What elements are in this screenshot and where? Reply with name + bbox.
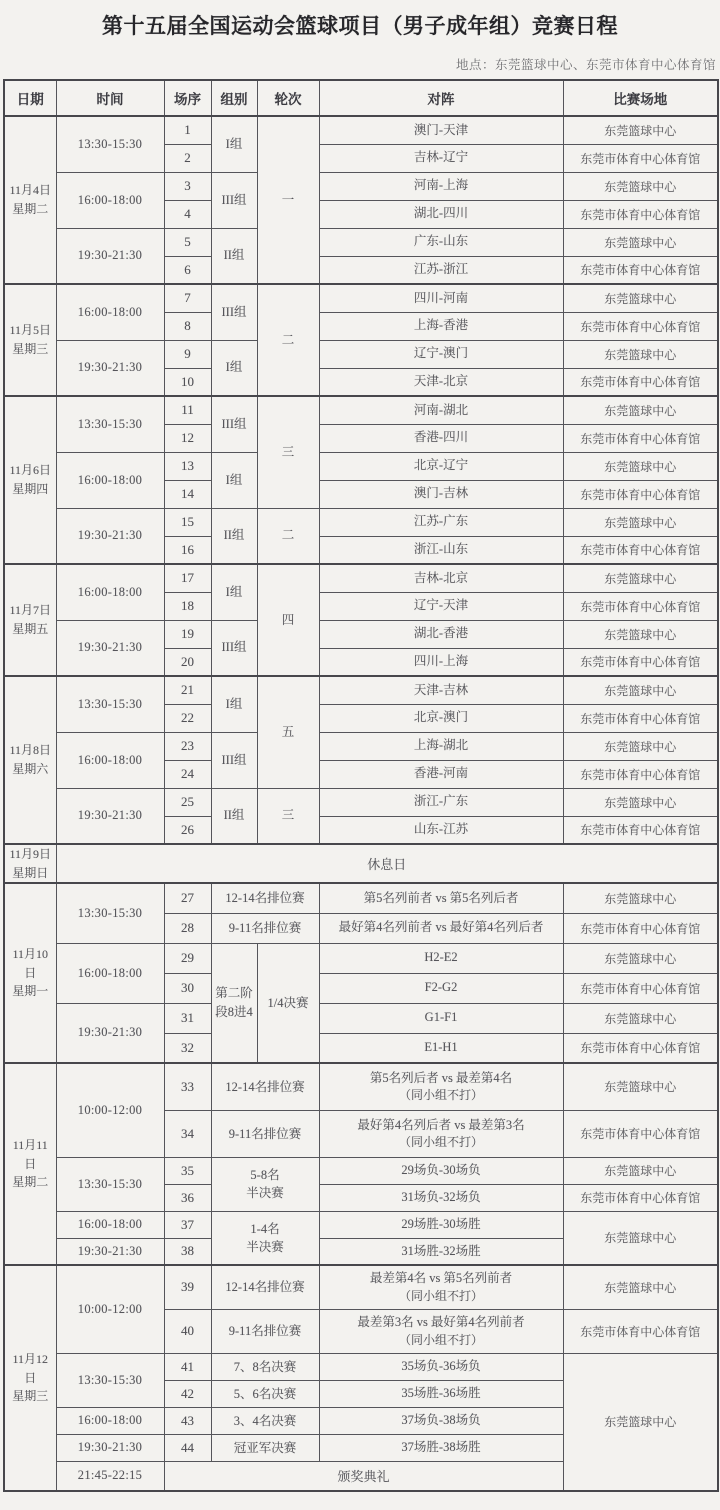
table-row: [4, 116, 718, 144]
time-cell: 16:00-18:00: [56, 172, 164, 228]
date-text: 11月7日: [9, 603, 52, 618]
matchup-cell: 29场负-30场负: [319, 1157, 563, 1184]
match-no-cell: 23: [164, 732, 211, 760]
time-cell: 19:30-21:30: [56, 228, 164, 284]
matchup-cell: E1-H1: [319, 1033, 563, 1063]
venue-cell: 东莞市体育中心体育馆: [563, 256, 718, 284]
match-no-cell: 2: [164, 144, 211, 172]
matchup-cell: [319, 1063, 563, 1110]
time-cell: 16:00-18:00: [56, 1211, 164, 1238]
matchup-text: 最好第4名列后者 vs 最差第3名: [357, 1117, 525, 1132]
match-no-cell: 30: [164, 973, 211, 1003]
header-time: 时间: [56, 80, 164, 116]
group-cell: III组: [211, 620, 257, 676]
match-no-cell: 37: [164, 1211, 211, 1238]
date-cell: [4, 396, 56, 564]
matchup-cell: 广东-山东: [319, 228, 563, 256]
venue-cell: 东莞市体育中心体育馆: [563, 536, 718, 564]
venue-cell: 东莞篮球中心: [563, 1157, 718, 1184]
match-no-cell: 39: [164, 1265, 211, 1309]
matchup-cell: 37场胜-38场胜: [319, 1434, 563, 1461]
venue-cell: 东莞市体育中心体育馆: [563, 973, 718, 1003]
stage-cell: 3、4名决赛: [211, 1407, 319, 1434]
venue-cell: 东莞篮球中心: [563, 452, 718, 480]
matchup-cell: 四川-上海: [319, 648, 563, 676]
matchup-cell: [319, 1110, 563, 1157]
group-cell: II组: [211, 228, 257, 284]
time-cell: 16:00-18:00: [56, 452, 164, 508]
round-cell: 1/4决赛: [257, 943, 319, 1063]
venue-cell: 东莞市体育中心体育馆: [563, 760, 718, 788]
rest-day-row: [4, 844, 718, 883]
stage-cell: 9-11名排位赛: [211, 1309, 319, 1353]
venue-cell: 东莞篮球中心: [563, 172, 718, 200]
stage-cell: 5、6名决赛: [211, 1380, 319, 1407]
matchup-cell: 河南-湖北: [319, 396, 563, 424]
match-no-cell: 12: [164, 424, 211, 452]
match-no-cell: 32: [164, 1033, 211, 1063]
weekday-text: 星期三: [12, 342, 49, 356]
venue-cell: 东莞市体育中心体育馆: [563, 1184, 718, 1211]
matchup-note: （同小组不打）: [398, 1088, 483, 1103]
table-row: [4, 564, 718, 592]
stage-cell: 9-11名排位赛: [211, 913, 319, 943]
match-no-cell: 42: [164, 1380, 211, 1407]
date-text: 11月10日: [12, 947, 49, 980]
table-row: [4, 452, 718, 480]
table-row: [4, 1211, 718, 1238]
venue-cell: 东莞市体育中心体育馆: [563, 1033, 718, 1063]
time-cell: 10:00-12:00: [56, 1063, 164, 1157]
venue-cell: 东莞篮球中心: [563, 883, 718, 913]
group-cell: I组: [211, 340, 257, 396]
match-no-cell: 15: [164, 508, 211, 536]
matchup-cell: 河南-上海: [319, 172, 563, 200]
stage-cell: 12-14名排位赛: [211, 883, 319, 913]
match-no-cell: 3: [164, 172, 211, 200]
header-group: 组别: [211, 80, 257, 116]
match-no-cell: 18: [164, 592, 211, 620]
time-cell: 13:30-15:30: [56, 116, 164, 172]
venue-cell: 东莞市体育中心体育馆: [563, 913, 718, 943]
matchup-cell: 天津-吉林: [319, 676, 563, 704]
time-cell: 19:30-21:30: [56, 1238, 164, 1265]
stage-cell: [211, 1157, 319, 1211]
group-cell: I组: [211, 116, 257, 172]
group-cell: I组: [211, 676, 257, 732]
table-row: [4, 676, 718, 704]
date-text: 11月8日: [9, 743, 52, 758]
venue-cell: 东莞篮球中心: [563, 943, 718, 973]
matchup-cell: 29场胜-30场胜: [319, 1211, 563, 1238]
table-row: [4, 620, 718, 648]
venue-cell: 东莞市体育中心体育馆: [563, 816, 718, 844]
round-cell: 四: [257, 564, 319, 676]
venue-cell: 东莞篮球中心: [563, 620, 718, 648]
venue-cell: 东莞篮球中心: [563, 1211, 718, 1265]
matchup-cell: 天津-北京: [319, 368, 563, 396]
match-no-cell: 35: [164, 1157, 211, 1184]
venue-cell: 东莞市体育中心体育馆: [563, 480, 718, 508]
time-cell: 21:45-22:15: [56, 1461, 164, 1491]
table-row: [4, 732, 718, 760]
table-row: [4, 396, 718, 424]
matchup-cell: [319, 1309, 563, 1353]
weekday-text: 星期日: [12, 865, 49, 880]
match-no-cell: 16: [164, 536, 211, 564]
weekday-text: 星期二: [12, 1175, 49, 1190]
date-cell: [4, 1265, 56, 1491]
match-no-cell: 6: [164, 256, 211, 284]
time-cell: 19:30-21:30: [56, 340, 164, 396]
venue-cell: 东莞篮球中心: [563, 340, 718, 368]
venue-cell: 东莞市体育中心体育馆: [563, 592, 718, 620]
match-no-cell: 17: [164, 564, 211, 592]
venue-cell: 东莞市体育中心体育馆: [563, 424, 718, 452]
matchup-cell: 35场胜-36场胜: [319, 1380, 563, 1407]
round-cell: 一: [257, 116, 319, 284]
stage-text-2: 半决赛: [246, 1239, 284, 1254]
round-cell: 二: [257, 284, 319, 396]
match-no-cell: 11: [164, 396, 211, 424]
matchup-cell: 37场负-38场负: [319, 1407, 563, 1434]
matchup-cell: 江苏-浙江: [319, 256, 563, 284]
time-cell: 19:30-21:30: [56, 788, 164, 844]
matchup-cell: 最好第4名列前者 vs 最好第4名列后者: [319, 913, 563, 943]
matchup-cell: 吉林-北京: [319, 564, 563, 592]
matchup-cell: 辽宁-澳门: [319, 340, 563, 368]
match-no-cell: 20: [164, 648, 211, 676]
time-cell: 16:00-18:00: [56, 943, 164, 1003]
table-row: [4, 172, 718, 200]
time-cell: 10:00-12:00: [56, 1265, 164, 1353]
venue-cell: 东莞篮球中心: [563, 1003, 718, 1033]
table-row: [4, 284, 718, 312]
matchup-cell: 第5名列前者 vs 第5名列后者: [319, 883, 563, 913]
matchup-cell: 香港-河南: [319, 760, 563, 788]
match-no-cell: 44: [164, 1434, 211, 1461]
stage-text: 1-4名: [250, 1221, 280, 1236]
table-row: [4, 943, 718, 973]
match-no-cell: 19: [164, 620, 211, 648]
date-text: 11月11日: [12, 1138, 48, 1171]
match-no-cell: 36: [164, 1184, 211, 1211]
time-cell: 16:00-18:00: [56, 1407, 164, 1434]
venue-cell: 东莞市体育中心体育馆: [563, 704, 718, 732]
matchup-cell: 上海-香港: [319, 312, 563, 340]
stage-cell: [211, 1211, 319, 1265]
match-no-cell: 40: [164, 1309, 211, 1353]
venue-cell: 东莞市体育中心体育馆: [563, 368, 718, 396]
time-cell: 16:00-18:00: [56, 732, 164, 788]
weekday-text: 星期三: [12, 1389, 49, 1404]
time-cell: 13:30-15:30: [56, 1353, 164, 1407]
table-row: [4, 1353, 718, 1380]
matchup-cell: [319, 1265, 563, 1309]
match-no-cell: 38: [164, 1238, 211, 1265]
match-no-cell: 22: [164, 704, 211, 732]
matchup-cell: 湖北-四川: [319, 200, 563, 228]
table-row: [4, 1063, 718, 1110]
ceremony-cell: 颁奖典礼: [164, 1461, 563, 1491]
match-no-cell: 27: [164, 883, 211, 913]
date-text: 11月12日: [12, 1352, 49, 1385]
stage-cell: 12-14名排位赛: [211, 1063, 319, 1110]
header-match-no: 场序: [164, 80, 211, 116]
stage-cell: 12-14名排位赛: [211, 1265, 319, 1309]
venue-cell: 东莞篮球中心: [563, 508, 718, 536]
match-no-cell: 25: [164, 788, 211, 816]
match-no-cell: 7: [164, 284, 211, 312]
matchup-cell: 浙江-山东: [319, 536, 563, 564]
date-cell: [4, 116, 56, 284]
venue-cell: 东莞篮球中心: [563, 284, 718, 312]
match-no-cell: 31: [164, 1003, 211, 1033]
venue-cell: 东莞市体育中心体育馆: [563, 200, 718, 228]
stage-cell: 冠亚军决赛: [211, 1434, 319, 1461]
match-no-cell: 1: [164, 116, 211, 144]
venue-cell: 东莞篮球中心: [563, 1063, 718, 1110]
weekday-text: 星期一: [12, 984, 49, 999]
matchup-cell: 浙江-广东: [319, 788, 563, 816]
matchup-cell: F2-G2: [319, 973, 563, 1003]
group-cell: II组: [211, 788, 257, 844]
round-cell: 五: [257, 676, 319, 788]
match-no-cell: 8: [164, 312, 211, 340]
matchup-cell: G1-F1: [319, 1003, 563, 1033]
date-cell: [4, 883, 56, 1063]
schedule-table: [3, 79, 719, 1492]
match-no-cell: 10: [164, 368, 211, 396]
match-no-cell: 9: [164, 340, 211, 368]
date-cell: [4, 284, 56, 396]
table-row: [4, 883, 718, 913]
group-cell: III组: [211, 172, 257, 228]
group-cell: I组: [211, 564, 257, 620]
time-cell: 19:30-21:30: [56, 620, 164, 676]
matchup-cell: 山东-江苏: [319, 816, 563, 844]
time-cell: 13:30-15:30: [56, 883, 164, 943]
date-text: 11月5日: [9, 323, 52, 338]
weekday-text: 星期二: [12, 202, 49, 216]
match-no-cell: 29: [164, 943, 211, 973]
match-no-cell: 5: [164, 228, 211, 256]
rest-day-cell: 休息日: [56, 844, 718, 883]
stage-text: 5-8名: [250, 1168, 280, 1183]
date-text: 11月6日: [9, 463, 52, 478]
matchup-cell: 四川-河南: [319, 284, 563, 312]
matchup-cell: 江苏-广东: [319, 508, 563, 536]
venue-cell: 东莞篮球中心: [563, 788, 718, 816]
group-cell: III组: [211, 284, 257, 340]
match-no-cell: 28: [164, 913, 211, 943]
table-row: [4, 1003, 718, 1033]
match-no-cell: 41: [164, 1353, 211, 1380]
match-no-cell: 14: [164, 480, 211, 508]
venue-cell: 东莞篮球中心: [563, 1353, 718, 1491]
venue-cell: 东莞市体育中心体育馆: [563, 312, 718, 340]
matchup-note: （同小组不打）: [398, 1288, 483, 1303]
matchup-cell: 澳门-吉林: [319, 480, 563, 508]
header-round: 轮次: [257, 80, 319, 116]
match-no-cell: 33: [164, 1063, 211, 1110]
matchup-cell: 31场胜-32场胜: [319, 1238, 563, 1265]
time-cell: 13:30-15:30: [56, 1157, 164, 1211]
match-no-cell: 24: [164, 760, 211, 788]
matchup-text: 最差第4名 vs 第5名列前者: [369, 1271, 513, 1286]
matchup-cell: 澳门-天津: [319, 116, 563, 144]
matchup-note: （同小组不打）: [398, 1332, 483, 1347]
matchup-cell: 35场负-36场负: [319, 1353, 563, 1380]
round-cell: 三: [257, 788, 319, 844]
date-cell: [4, 564, 56, 676]
time-cell: 16:00-18:00: [56, 284, 164, 340]
matchup-cell: 北京-澳门: [319, 704, 563, 732]
matchup-note: （同小组不打）: [398, 1135, 483, 1150]
match-no-cell: 21: [164, 676, 211, 704]
venue-cell: 东莞市体育中心体育馆: [563, 1309, 718, 1353]
weekday-text: 星期六: [12, 762, 49, 776]
time-cell: 19:30-21:30: [56, 508, 164, 564]
group-cell: I组: [211, 452, 257, 508]
table-row: [4, 1157, 718, 1184]
time-cell: 13:30-15:30: [56, 396, 164, 452]
venue-cell: 东莞市体育中心体育馆: [563, 648, 718, 676]
date-cell: [4, 844, 56, 883]
table-row: [4, 508, 718, 536]
venue-cell: 东莞市体育中心体育馆: [563, 144, 718, 172]
time-cell: 19:30-21:30: [56, 1434, 164, 1461]
matchup-cell: 湖北-香港: [319, 620, 563, 648]
match-no-cell: 26: [164, 816, 211, 844]
header-date: 日期: [4, 80, 56, 116]
header-row: [4, 80, 718, 116]
match-no-cell: 4: [164, 200, 211, 228]
time-cell: 13:30-15:30: [56, 676, 164, 732]
date-text: 11月4日: [9, 183, 52, 198]
stage-cell: 9-11名排位赛: [211, 1110, 319, 1157]
matchup-text: 第5名列后者 vs 最差第4名: [369, 1070, 513, 1085]
round-cell: 三: [257, 396, 319, 508]
date-cell: [4, 1063, 56, 1265]
date-text: 11月9日: [9, 847, 52, 861]
round-cell: 二: [257, 508, 319, 564]
match-no-cell: 43: [164, 1407, 211, 1434]
matchup-cell: 香港-四川: [319, 424, 563, 452]
venue-cell: 东莞篮球中心: [563, 1265, 718, 1309]
table-row: [4, 340, 718, 368]
location-note: 地点：东莞篮球中心、东莞市体育中心体育馆: [455, 58, 716, 72]
venue-cell: 东莞篮球中心: [563, 564, 718, 592]
table-row: [4, 788, 718, 816]
group-cell: III组: [211, 732, 257, 788]
group-cell: III组: [211, 396, 257, 452]
matchup-cell: H2-E2: [319, 943, 563, 973]
venue-cell: 东莞篮球中心: [563, 732, 718, 760]
venue-cell: 东莞篮球中心: [563, 396, 718, 424]
header-venue: 比赛场地: [563, 80, 718, 116]
stage-cell: 7、8名决赛: [211, 1353, 319, 1380]
table-row: [4, 228, 718, 256]
weekday-text: 星期四: [12, 482, 49, 496]
matchup-cell: 上海-湖北: [319, 732, 563, 760]
time-cell: 19:30-21:30: [56, 1003, 164, 1063]
match-no-cell: 13: [164, 452, 211, 480]
page-title: 第十五届全国运动会篮球项目（男子成年组）竞赛日程: [102, 14, 618, 38]
header-matchup: 对阵: [319, 80, 563, 116]
matchup-text: 最差第3名 vs 最好第4名列前者: [357, 1315, 525, 1330]
group-cell: II组: [211, 508, 257, 564]
venue-cell: 东莞篮球中心: [563, 116, 718, 144]
venue-cell: 东莞篮球中心: [563, 676, 718, 704]
time-cell: 16:00-18:00: [56, 564, 164, 620]
matchup-cell: 辽宁-天津: [319, 592, 563, 620]
match-no-cell: 34: [164, 1110, 211, 1157]
venue-cell: 东莞篮球中心: [563, 228, 718, 256]
matchup-cell: 北京-辽宁: [319, 452, 563, 480]
matchup-cell: 31场负-32场负: [319, 1184, 563, 1211]
stage-text-2: 半决赛: [246, 1186, 284, 1201]
weekday-text: 星期五: [12, 622, 49, 636]
venue-cell: 东莞市体育中心体育馆: [563, 1110, 718, 1157]
group-cell: 第二阶段8进4: [211, 943, 257, 1063]
matchup-cell: 吉林-辽宁: [319, 144, 563, 172]
date-cell: [4, 676, 56, 844]
table-row: [4, 1265, 718, 1309]
